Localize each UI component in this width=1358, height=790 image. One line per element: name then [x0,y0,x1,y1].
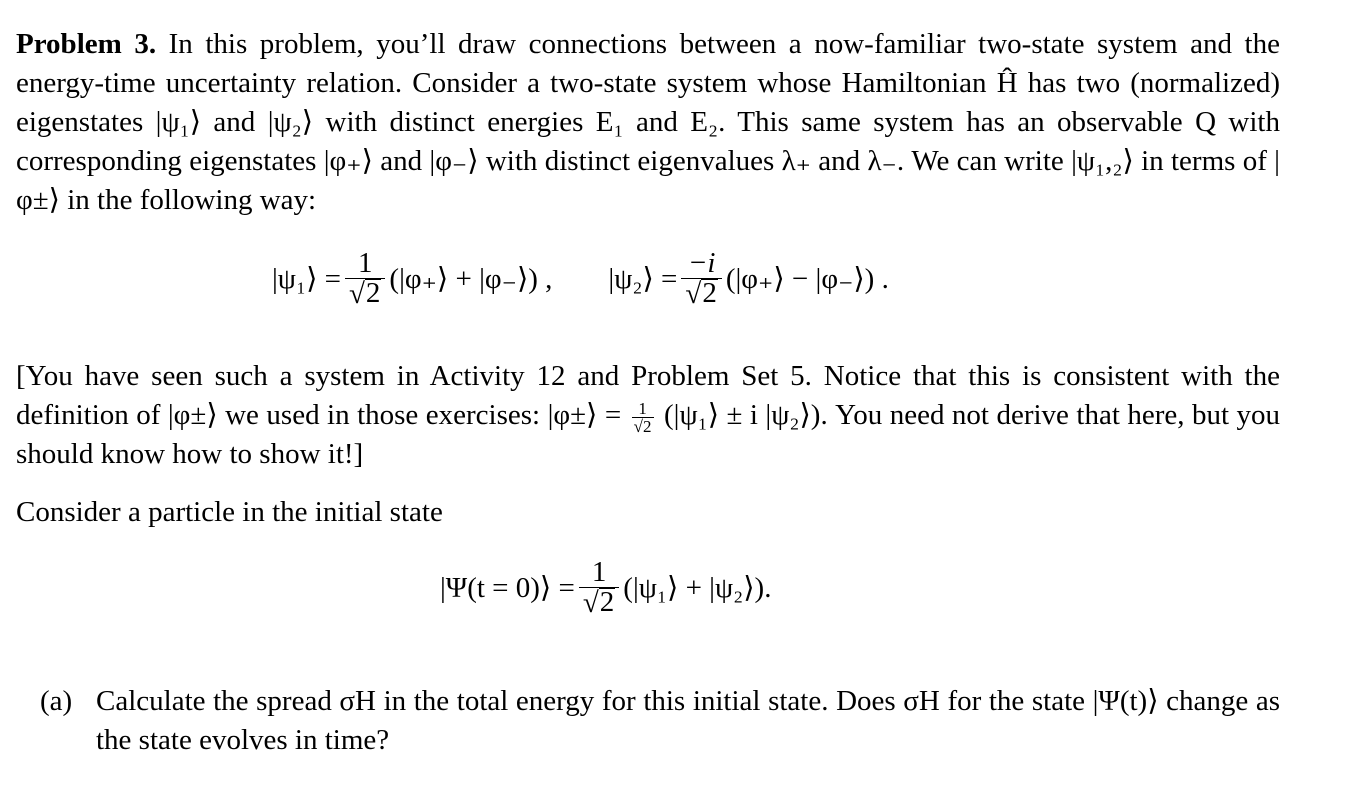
equation-initial-state [440,557,771,618]
eq1-fraction-2 [681,248,721,309]
note-text-a: [You have seen such a system in Activity 12 and Problem Set 5. Notice that this is consistent with the definition of |φ±⟩ we used in those exercises: |φ±⟩ = [16,360,1280,431]
eq1-lhs2: |ψ₂⟩ = [608,263,678,295]
eq2-lhs: |Ψ(t = 0)⟩ = [440,572,575,604]
eq1-denominator-1 [345,278,385,309]
part-a-label: (a) [40,685,73,717]
eq2-rhs: (|ψ₁⟩ + |ψ₂⟩). [623,572,772,604]
eq1-fraction-1 [345,248,385,309]
eq1-radicand-1: 2 [365,277,381,309]
eq1-denominator-2 [681,278,721,309]
eq1-radicand-2: 2 [702,277,717,309]
radical-sign-icon: √ [685,278,702,310]
radical-sign-icon: √ [349,278,365,310]
note-fraction-denominator: √2 [633,416,652,436]
eq1-rhs2: (|φ₊⟩ − |φ₋⟩) . [725,263,889,295]
eq2-fraction [579,557,619,618]
problem-heading: Problem 3. [16,28,157,60]
equation-psi-definitions [272,248,889,309]
part-a [40,682,1280,760]
eq1-numerator-1: 1 [357,247,373,279]
eq1-rhs1: (|φ₊⟩ + |φ₋⟩) , [389,263,553,295]
note-fraction [632,400,654,435]
note-fraction-numerator: 1 [638,398,647,418]
eq2-radicand: 2 [599,586,615,618]
sqrt-symbol [583,588,615,618]
consider-text: Consider a particle in the initial state [16,496,443,528]
eq1-lhs1: |ψ₁⟩ = [272,263,341,295]
eq1-numerator-2: −i [687,247,716,279]
problem-statement [16,25,1280,220]
sqrt-symbol [685,279,717,309]
eq2-numerator: 1 [591,556,607,588]
consider-paragraph [16,493,1280,532]
problem-intro-text: In this problem, you’ll draw connections between a now-familiar two-state system and the energy-time uncertainty relation. Consider a two-state system whose Hamiltonian Ĥ has two (normalized) eigenstates |ψ₁⟩ and |ψ₂⟩ with distinct energies E₁ and E₂. This same system has an observable Q with corresponding eigenstates |φ₊⟩ and |φ₋⟩ with distinct eigenvalues λ₊ and λ₋. We can write |ψ₁,₂⟩ in terms of |φ±⟩ in the following way: [16,28,1280,216]
sqrt-symbol [349,279,381,309]
radical-sign-icon: √ [582,587,599,619]
part-a-text: Calculate the spread σH in the total energy for this initial state. Does σH for the state |Ψ(t)⟩ change as the state evolves in time? [96,685,1280,756]
note-paragraph [16,357,1280,474]
note-text-b: (|ψ₁⟩ ± i |ψ₂⟩). You need not derive that here, but you should know how to show it!] [16,399,1281,470]
eq2-denominator [579,587,619,618]
